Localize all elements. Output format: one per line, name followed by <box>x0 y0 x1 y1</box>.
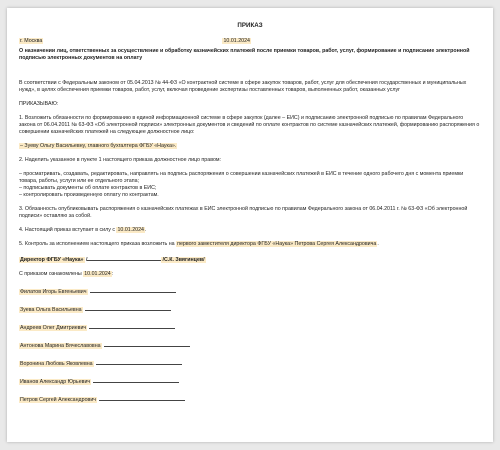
signer-line <box>90 287 176 293</box>
signer-line <box>104 341 190 347</box>
item-2: 2. Наделить указанное в пункте 1 настоящего приказа должностное лицо правом: <box>19 157 222 163</box>
ack-date: 10.01.2024 <box>84 271 111 277</box>
order-subject: О назначении лиц, ответственных за осуществление и обработку казначейских платежей после приемки товаров, работ, услуг, формирование и подписание электронной подписью электронных документов на оплату <box>19 48 471 61</box>
signer-row <box>19 341 481 350</box>
signer-name: Зуева Ольга Васильевна <box>20 307 82 313</box>
item-3: 3. Обязанность опубликовывать распоряжения о казначейских платежах в ЕИС электронной подписью по правилам Федерального закона от 06.04.2011 г. № 63-ФЗ «Об электронной подписи» оставляю за собой. <box>19 206 469 219</box>
director-sep: / <box>86 257 88 263</box>
item-2-c: – контролировать произведенную оплату по контрактам. <box>19 192 159 198</box>
acknowledgement-heading <box>19 271 481 278</box>
director-title: Директор ФГБУ «Наука» <box>20 257 84 263</box>
signer-line <box>99 395 185 401</box>
item-2-b: – подписывать документы об оплате контрактов в ЕИС; <box>19 185 157 191</box>
item-5-person: первого заместителя директора ФГБУ «Наука» Петрова Сергея Александровича <box>177 241 377 247</box>
preamble: В соответствии с Федеральным законом от 05.04.2013 № 44-ФЗ «О контрактной системе в сфере закупок товаров, работ, услуг для обеспечения государственных и муниципальных нужд», в целях обеспечения приемки товаров, работ, услуг, включая проведение экспертизы поставленных товаров, выполненных работ, оказанных услуг <box>19 80 468 93</box>
signer-row <box>19 305 481 314</box>
date-field: 10.01.2024 <box>223 38 250 44</box>
city-date-row <box>19 38 251 44</box>
document-title: ПРИКАЗ <box>237 22 263 29</box>
ack-suffix: : <box>111 271 114 277</box>
city-field: г. Москва <box>20 38 43 44</box>
item-4-date: 10.01.2024 <box>117 227 144 233</box>
signer-line <box>85 305 171 311</box>
director-signature-row <box>19 255 481 264</box>
signer-line <box>93 377 179 383</box>
item-1-person <box>19 143 481 150</box>
order-word: ПРИКАЗЫВАЮ: <box>19 101 59 107</box>
signer-name: Антонова Марина Вячеславовна <box>20 343 101 349</box>
item-1: 1. Возложить обязанности по формированию в единой информационной системе в сфере закупок (далее – ЕИС) и подписанию электронной подписью по правилам Федерального закона от 06.04.2011 № 63-ФЗ «Об электронной подписи» электронных документов и сведений по оплате контрактов по системе казначейских платежей, формированию распоряжения о совершении казначейских платежей на следующее должностное лицо: <box>19 115 481 135</box>
signer-name: Воронина Любовь Яковлевна <box>20 361 93 367</box>
signer-row <box>19 323 481 332</box>
item-5-prefix: 5. Контроль за исполнением настоящего приказа возложить на <box>19 241 177 247</box>
signer-row <box>19 377 481 386</box>
item-4-prefix: 4. Настоящий приказ вступает в силу с <box>19 227 117 233</box>
person-1: – Зуеву Ольгу Васильевну, главного бухгалтера ФГБУ «Наука». <box>20 143 177 149</box>
signer-row <box>19 287 481 296</box>
director-signature-line <box>87 255 161 261</box>
signer-name: Петров Сергей Александрович <box>20 397 97 403</box>
item-4-suffix: . <box>145 227 147 233</box>
director-name: /С.К. Звягинцев/ <box>162 257 205 263</box>
item-5 <box>19 241 481 248</box>
item-2-a: – просматривать, создавать, редактировать, направлять на подпись распоряжения о совершении казначейских платежей в ЕИС в течение одного рабочего дня с момента приемки товара, работы, услуги или ее отдельного этапа; <box>19 171 465 184</box>
item-4 <box>19 227 481 234</box>
signer-name: Филатов Игорь Евгеньевич <box>20 289 87 295</box>
signer-row <box>19 395 481 404</box>
item-5-suffix: . <box>377 241 379 247</box>
signer-name: Иванов Александр Юрьевич <box>20 379 91 385</box>
signer-name: Андреев Олег Дмитриевич <box>20 325 87 331</box>
document-page <box>7 8 493 442</box>
signer-line <box>96 359 182 365</box>
ack-prefix: С приказом ознакомлены <box>19 271 84 277</box>
signer-line <box>89 323 175 329</box>
signer-row <box>19 359 481 368</box>
